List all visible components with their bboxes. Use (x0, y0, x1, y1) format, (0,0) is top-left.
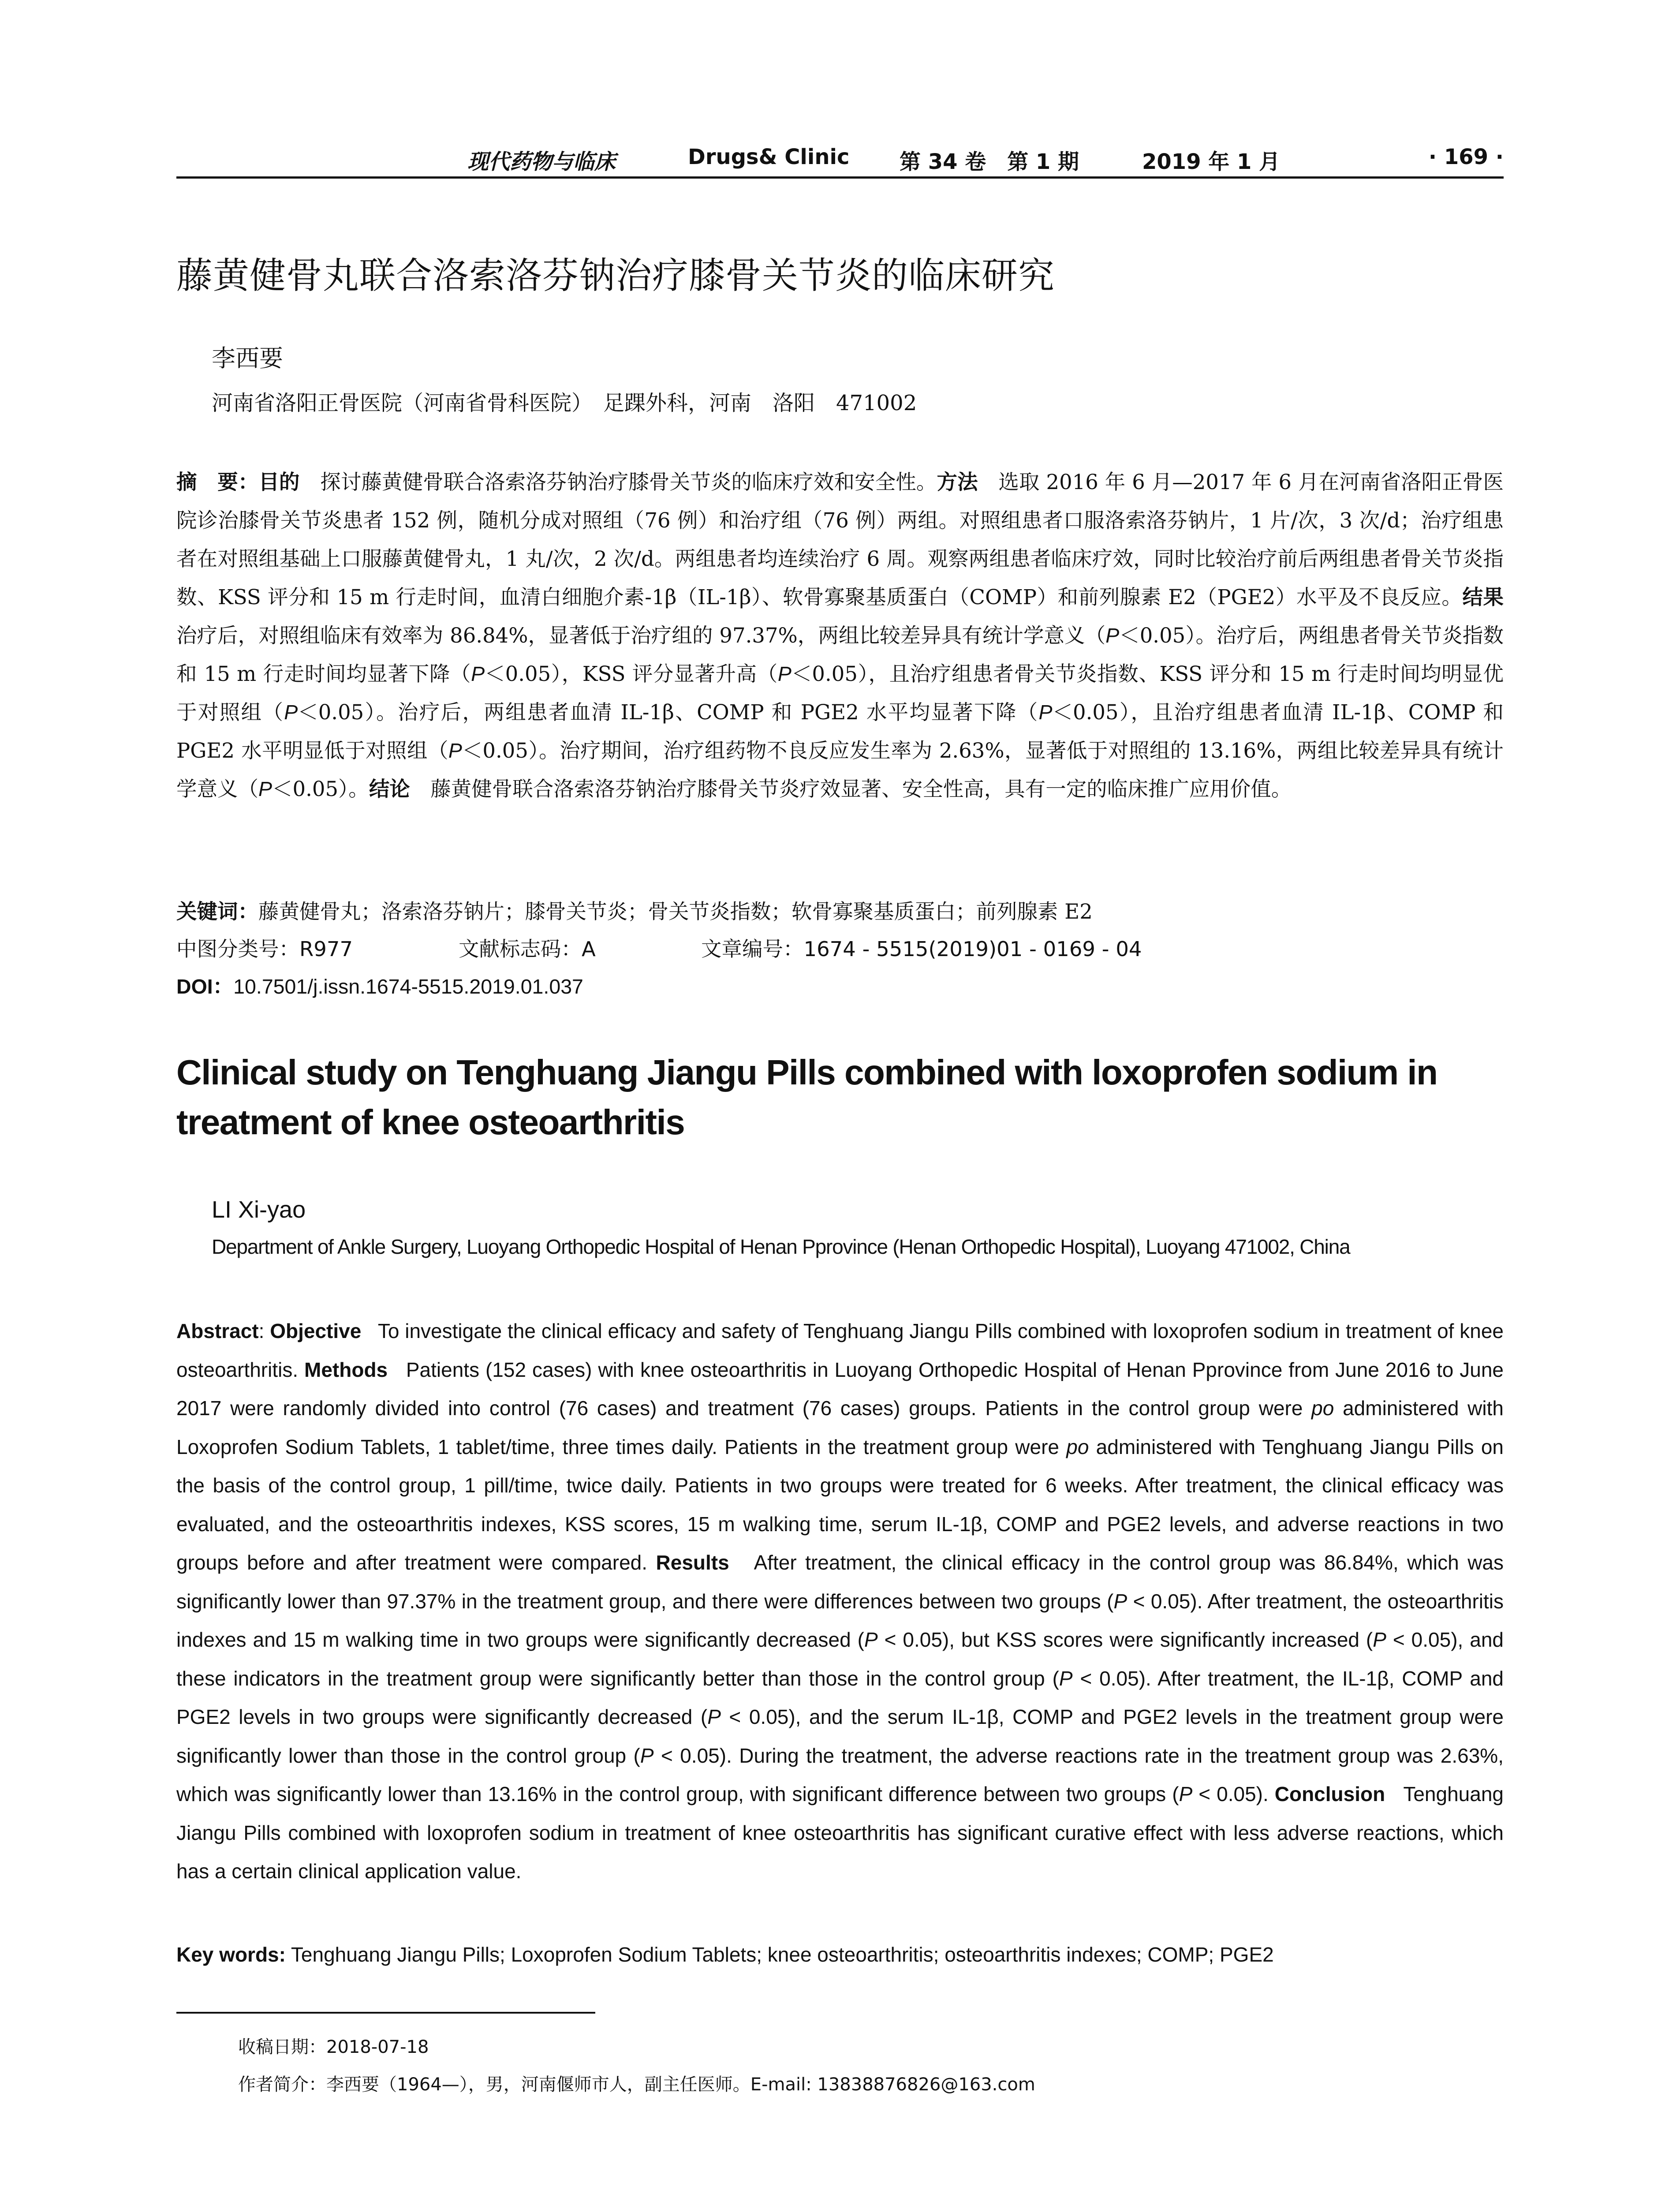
doi-line (176, 970, 1504, 1000)
methods-label-en: Methods (304, 1358, 388, 1381)
author-name-en: LI Xi-yao (212, 1196, 306, 1223)
clc-number: 中图分类号：R977 (176, 937, 353, 961)
affiliation-cn: 河南省洛阳正骨医院（河南省骨科医院） 足踝外科，河南 洛阳 471002 (212, 391, 917, 415)
results-label-en: Results (656, 1551, 729, 1574)
conclusion-label-en: Conclusion (1274, 1783, 1385, 1805)
methods-label-cn: 方法 (937, 470, 978, 494)
document-code: 文献标志码：A (459, 937, 596, 961)
author-name-cn: 李西要 (212, 344, 283, 372)
paper-title-en: Clinical study on Tenghuang Jiangu Pills combined with loxoprofen sodium in treatment of knee osteoarthritis (176, 1053, 1437, 1142)
abstract-label-en: Abstract (176, 1319, 259, 1342)
volume-issue: 第 34 卷 第 1 期 (900, 149, 1079, 174)
page-number: · 169 · (1428, 145, 1504, 169)
results-text-cn: 治疗后，对照组临床有效率为 86.84%，显著低于治疗组的 97.37%，两组比较差异具有统计学意义（P＜0.05）。治疗后，两组患者骨关节炎指数和 15 m 行走时间均显著下降（P＜0.05），KSS 评分显著升高（P＜0.05），且治疗组患者骨关节炎指数、KSS 评分和 15 m 行走时间均明显优于对照组（P＜0.05）。治疗后，两组患者血清 IL-1β、COMP 和 PGE2 水平均显著下降（P＜0.05），且治疗组患者血清 IL-1β、COMP 和 PGE2 水平明显低于对照组（P＜0.05）。治疗期间，治疗组药物不良反应发生率为 2.63%，显著低于对照组的 13.16%，两组比较差异具有统计学意义（P＜0.05）。 (176, 624, 1504, 801)
keywords-en (176, 1943, 1504, 1966)
keywords-label-en: Key words: (176, 1943, 286, 1966)
running-header (176, 140, 1504, 180)
doi-link[interactable]: 10.7501/j.issn.1674-5515.2019.01.037 (233, 975, 583, 998)
paper-title-cn: 藤黄健骨丸联合洛索洛芬钠治疗膝骨关节炎的临床研究 (176, 255, 1055, 297)
conclusion-text-cn: 藤黄健骨联合洛索洛芬钠治疗膝骨关节炎疗效显著、安全性高，具有一定的临床推广应用价值。 (430, 777, 1292, 801)
results-label-cn: 结果 (1462, 585, 1504, 609)
doi-label: DOI： (176, 975, 234, 998)
objective-label-cn: 目的 (258, 470, 300, 494)
footnote-rule (176, 2012, 595, 2014)
results-text-en: After treatment, the clinical efficacy in the control group was 86.84%, which was significantly lower than 97.37% in the treatment group, and there were differences between two groups (P < 0.05). After treatment, the osteoarthritis indexes and 15 m walking time in two groups were significantly decreased (P < 0.05), but KSS scores were significantly increased (P < 0.05), and these indicators in the treatment group were significantly better than those in the control group (P < 0.05). After treatment, the IL-1β, COMP and PGE2 levels in two groups were significantly decreased (P < 0.05), and the serum IL-1β, COMP and PGE2 levels in the treatment group were significantly lower than those in the control group (P < 0.05). During the treatment, the adverse reactions rate in the treatment group was 2.63%, which was significantly lower than 13.16% in the control group, with significant difference between two groups (P < 0.05). (176, 1551, 1504, 1805)
abstract-cn (176, 463, 1504, 808)
keywords-text-cn: 藤黄健骨丸；洛索洛芬钠片；膝骨关节炎；骨关节炎指数；软骨寡聚基质蛋白；前列腺素 E2 (258, 900, 1093, 923)
article-number: 文章编号：1674 - 5515(2019)01 - 0169 - 04 (701, 937, 1142, 961)
affiliation-en: Department of Ankle Surgery, Luoyang Orthopedic Hospital of Henan Pprovince (Henan Orthopedic Hospital), Luoyang 471002, China (212, 1235, 1350, 1258)
objective-text-en: To investigate the clinical efficacy and safety of Tenghuang Jiangu Pills combined with loxoprofen sodium in treatment of knee osteoarthritis. (176, 1319, 1504, 1381)
methods-text-en: Patients (152 cases) with knee osteoarthritis in Luoyang Orthopedic Hospital of Henan Pprovince from June 2016 to June 2017 were randomly divided into control (76 cases) and treatment (76 cases) groups. Patients in the control group were po administered with Loxoprofen Sodium Tablets, 1 tablet/time, three times daily. Patients in the treatment group were po administered with Tenghuang Jiangu Pills on the basis of the control group, 1 pill/time, twice daily. Patients in two groups were treated for 6 weeks. After treatment, the clinical efficacy was evaluated, and the osteoarthritis indexes, KSS scores, 15 m walking time, serum IL-1β, COMP and PGE2 levels, and adverse reactions in two groups before and after treatment were compared. (176, 1358, 1504, 1574)
methods-text-cn: 选取 2016 年 6 月—2017 年 6 月在河南省洛阳正骨医院诊治膝骨关节炎患者 152 例，随机分成对照组（76 例）和治疗组（76 例）两组。对照组患者口服洛索洛芬钠片，1 片/次，3 次/d；治疗组患者在对照组基础上口服藤黄健骨丸，1 丸/次，2 次/d。两组患者均连续治疗 6 周。观察两组患者临床疗效，同时比较治疗前后两组患者骨关节炎指数、KSS 评分和 15 m 行走时间，血清白细胞介素-1β（IL-1β）、软骨寡聚基质蛋白（COMP）和前列腺素 E2（PGE2）水平及不良反应。 (176, 470, 1504, 609)
abstract-en: Abstract: Objective To investigate the clinical efficacy and safety of Tenghuang Jiangu Pills combined with loxoprofen sodium in treatment of knee osteoarthritis. Methods Patients (152 cases) with knee osteoarthritis in Luoyang Orthopedic Hospital of Henan Pprovince from June 2016 to June 2017 were randomly divided into control (76 cases) and treatment (76 cases) groups. Patients in the control group were po administered with Loxoprofen Sodium Tablets, 1 tablet/time, three times daily. Patients in the treatment group were po administered with Tenghuang Jiangu Pills on the basis of the control group, 1 pill/time, twice daily. Patients in two groups were treated for 6 weeks. After treatment, the clinical efficacy was evaluated, and the osteoarthritis indexes, KSS scores, 15 m walking time, serum IL-1β, COMP and PGE2 levels, and adverse reactions in two groups before and after treatment were compared. Results After treatment, the clinical efficacy in the control group was 86.84%, which was significantly lower than 97.37% in the treatment group, and there were differences between two groups (P < 0.05). After treatment, the osteoarthritis indexes and 15 m walking time in two groups were significantly decreased (P < 0.05), but KSS scores were significantly increased (P < 0.05), and these indicators in the treatment group were significantly better than those in the control group (P < 0.05). After treatment, the IL-1β, COMP and PGE2 levels in two groups were significantly decreased (P < 0.05), and the serum IL-1β, COMP and PGE2 levels in the treatment group were significantly lower than those in the control group (P < 0.05). During the treatment, the adverse reactions rate in the treatment group was 2.63%, which was significantly lower than 13.16% in the control group, with significant difference between two groups (P < 0.05). Conclusion Tenghuang Jiangu Pills combined with loxoprofen sodium in treatment of knee osteoarthritis has significant curative effect with less adverse reactions, which has a certain clinical application value. (176, 1319, 1504, 1883)
keywords-cn (176, 895, 1504, 925)
journal-name-cn: 现代药物与临床 (467, 149, 616, 174)
received-date: 收稿日期：2018-07-18 (238, 2037, 429, 2057)
header-rule (176, 176, 1504, 179)
abstract-label-cn: 摘 要： (176, 470, 259, 494)
conclusion-label-cn: 结论 (369, 777, 410, 801)
conclusion-text-en: Tenghuang Jiangu Pills combined with loxoprofen sodium in treatment of knee osteoarthritis has significant curative effect with less adverse reactions, which has a certain clinical application value. (176, 1783, 1504, 1883)
keywords-text-en: Tenghuang Jiangu Pills; Loxoprofen Sodium Tablets; knee osteoarthritis; osteoarthritis indexes; COMP; PGE2 (291, 1943, 1274, 1966)
objective-label-en: Objective (270, 1319, 362, 1342)
issue-date: 2019 年 1 月 (1142, 149, 1281, 174)
journal-name-en: Drugs& Clinic (688, 145, 850, 169)
objective-text-cn: 探讨藤黄健骨联合洛索洛芬钠治疗膝骨关节炎的临床疗效和安全性。 (320, 470, 937, 494)
keywords-label-cn: 关键词： (176, 900, 258, 923)
author-biography: 作者简介：李西要（1964—），男，河南偃师市人，副主任医师。E-mail: 13838876826@163.com (238, 2074, 1035, 2095)
